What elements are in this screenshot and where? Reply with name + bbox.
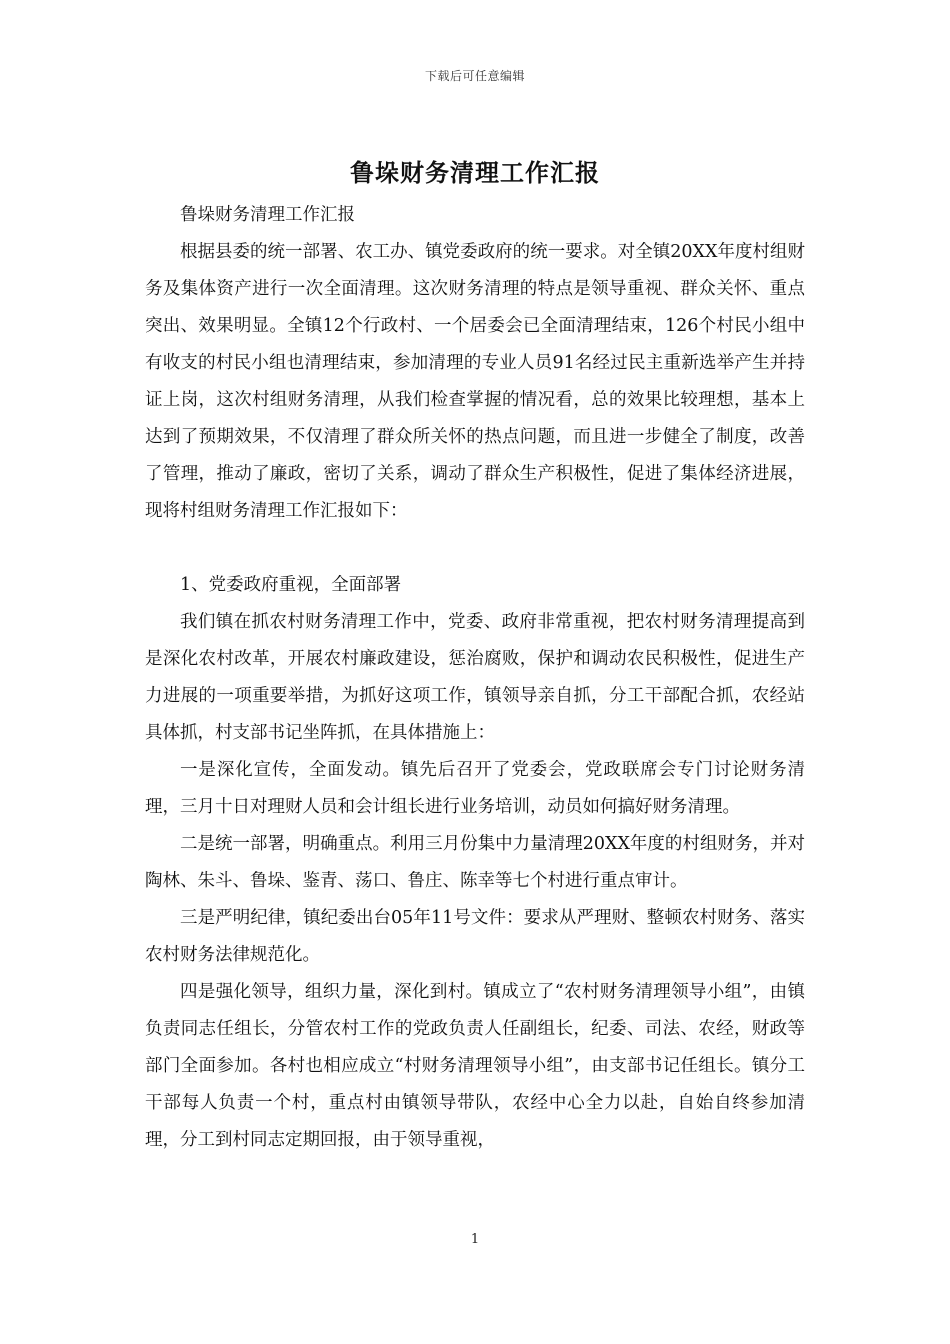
paragraph-point-2: 二是统一部署，明确重点。利用三月份集中力量清理20XX年度的村组财务，并对陶林、朱斗、鲁垛、鉴青、荡口、鲁庄、陈幸等七个村进行重点审计。: [145, 834, 805, 891]
page-number: 1: [470, 1232, 480, 1247]
paragraph-point-3: 三是严明纪律，镇纪委出台05年11号文件：要求从严理财、整顿农村财务、落实农村财务法律规范化。: [145, 908, 805, 965]
document-title: 鲁垛财务清理工作汇报: [350, 158, 600, 187]
paragraph-intro: 根据县委的统一部署、农工办、镇党委政府的统一要求。对全镇20XX年度村组财务及集体资产进行一次全面清理。这次财务清理的特点是领导重视、群众关怀、重点突出、效果明显。全镇12个行政村、一个居委会已全面清理结束，126个村民小组中有收支的村民小组也清理结束，参加清理的专业人员91名经过民主重新选举产生并持证上岗，这次村组财务清理，从我们检查掌握的情况看，总的效果比较理想，基本上达到了预期效果，不仅清理了群众所关怀的热点问题，而且进一步健全了制度，改善了管理，推动了廉政，密切了关系，调动了群众生产积极性，促进了集体经济进展，现将村组财务清理工作汇报如下：: [145, 242, 805, 521]
paragraph-subtitle: 鲁垛财务清理工作汇报: [180, 205, 355, 225]
document-body: [145, 197, 805, 1159]
paragraph-point-1: 一是深化宣传，全面发动。镇先后召开了党委会，党政联席会专门讨论财务清理，三月十日对理财人员和会计组长进行业务培训，动员如何搞好财务清理。: [145, 760, 805, 817]
paragraph-point-4: 四是强化领导，组织力量，深化到村。镇成立了“农村财务清理领导小组”，由镇负责同志任组长，分管农村工作的党政负责人任副组长，纪委、司法、农经，财政等部门全面参加。各村也相应成立“村财务清理领导小组”，由支部书记任组长。镇分工干部每人负责一个村，重点村由镇领导带队，农经中心全力以赴，自始自终参加清理，分工到村同志定期回报，由于领导重视，: [145, 982, 805, 1150]
paragraph-section-1: 我们镇在抓农村财务清理工作中，党委、政府非常重视，把农村财务清理提高到是深化农村改革，开展农村廉政建设，惩治腐败，保护和调动农民积极性，促进生产力进展的一项重要举措，为抓好这项工作，镇领导亲自抓，分工干部配合抓，农经站具体抓，村支部书记坐阵抓，在具体措施上：: [145, 612, 805, 743]
page-header-note: 下载后可任意编辑: [424, 69, 525, 83]
section-heading-1: 1、党委政府重视，全面部署: [180, 575, 402, 595]
